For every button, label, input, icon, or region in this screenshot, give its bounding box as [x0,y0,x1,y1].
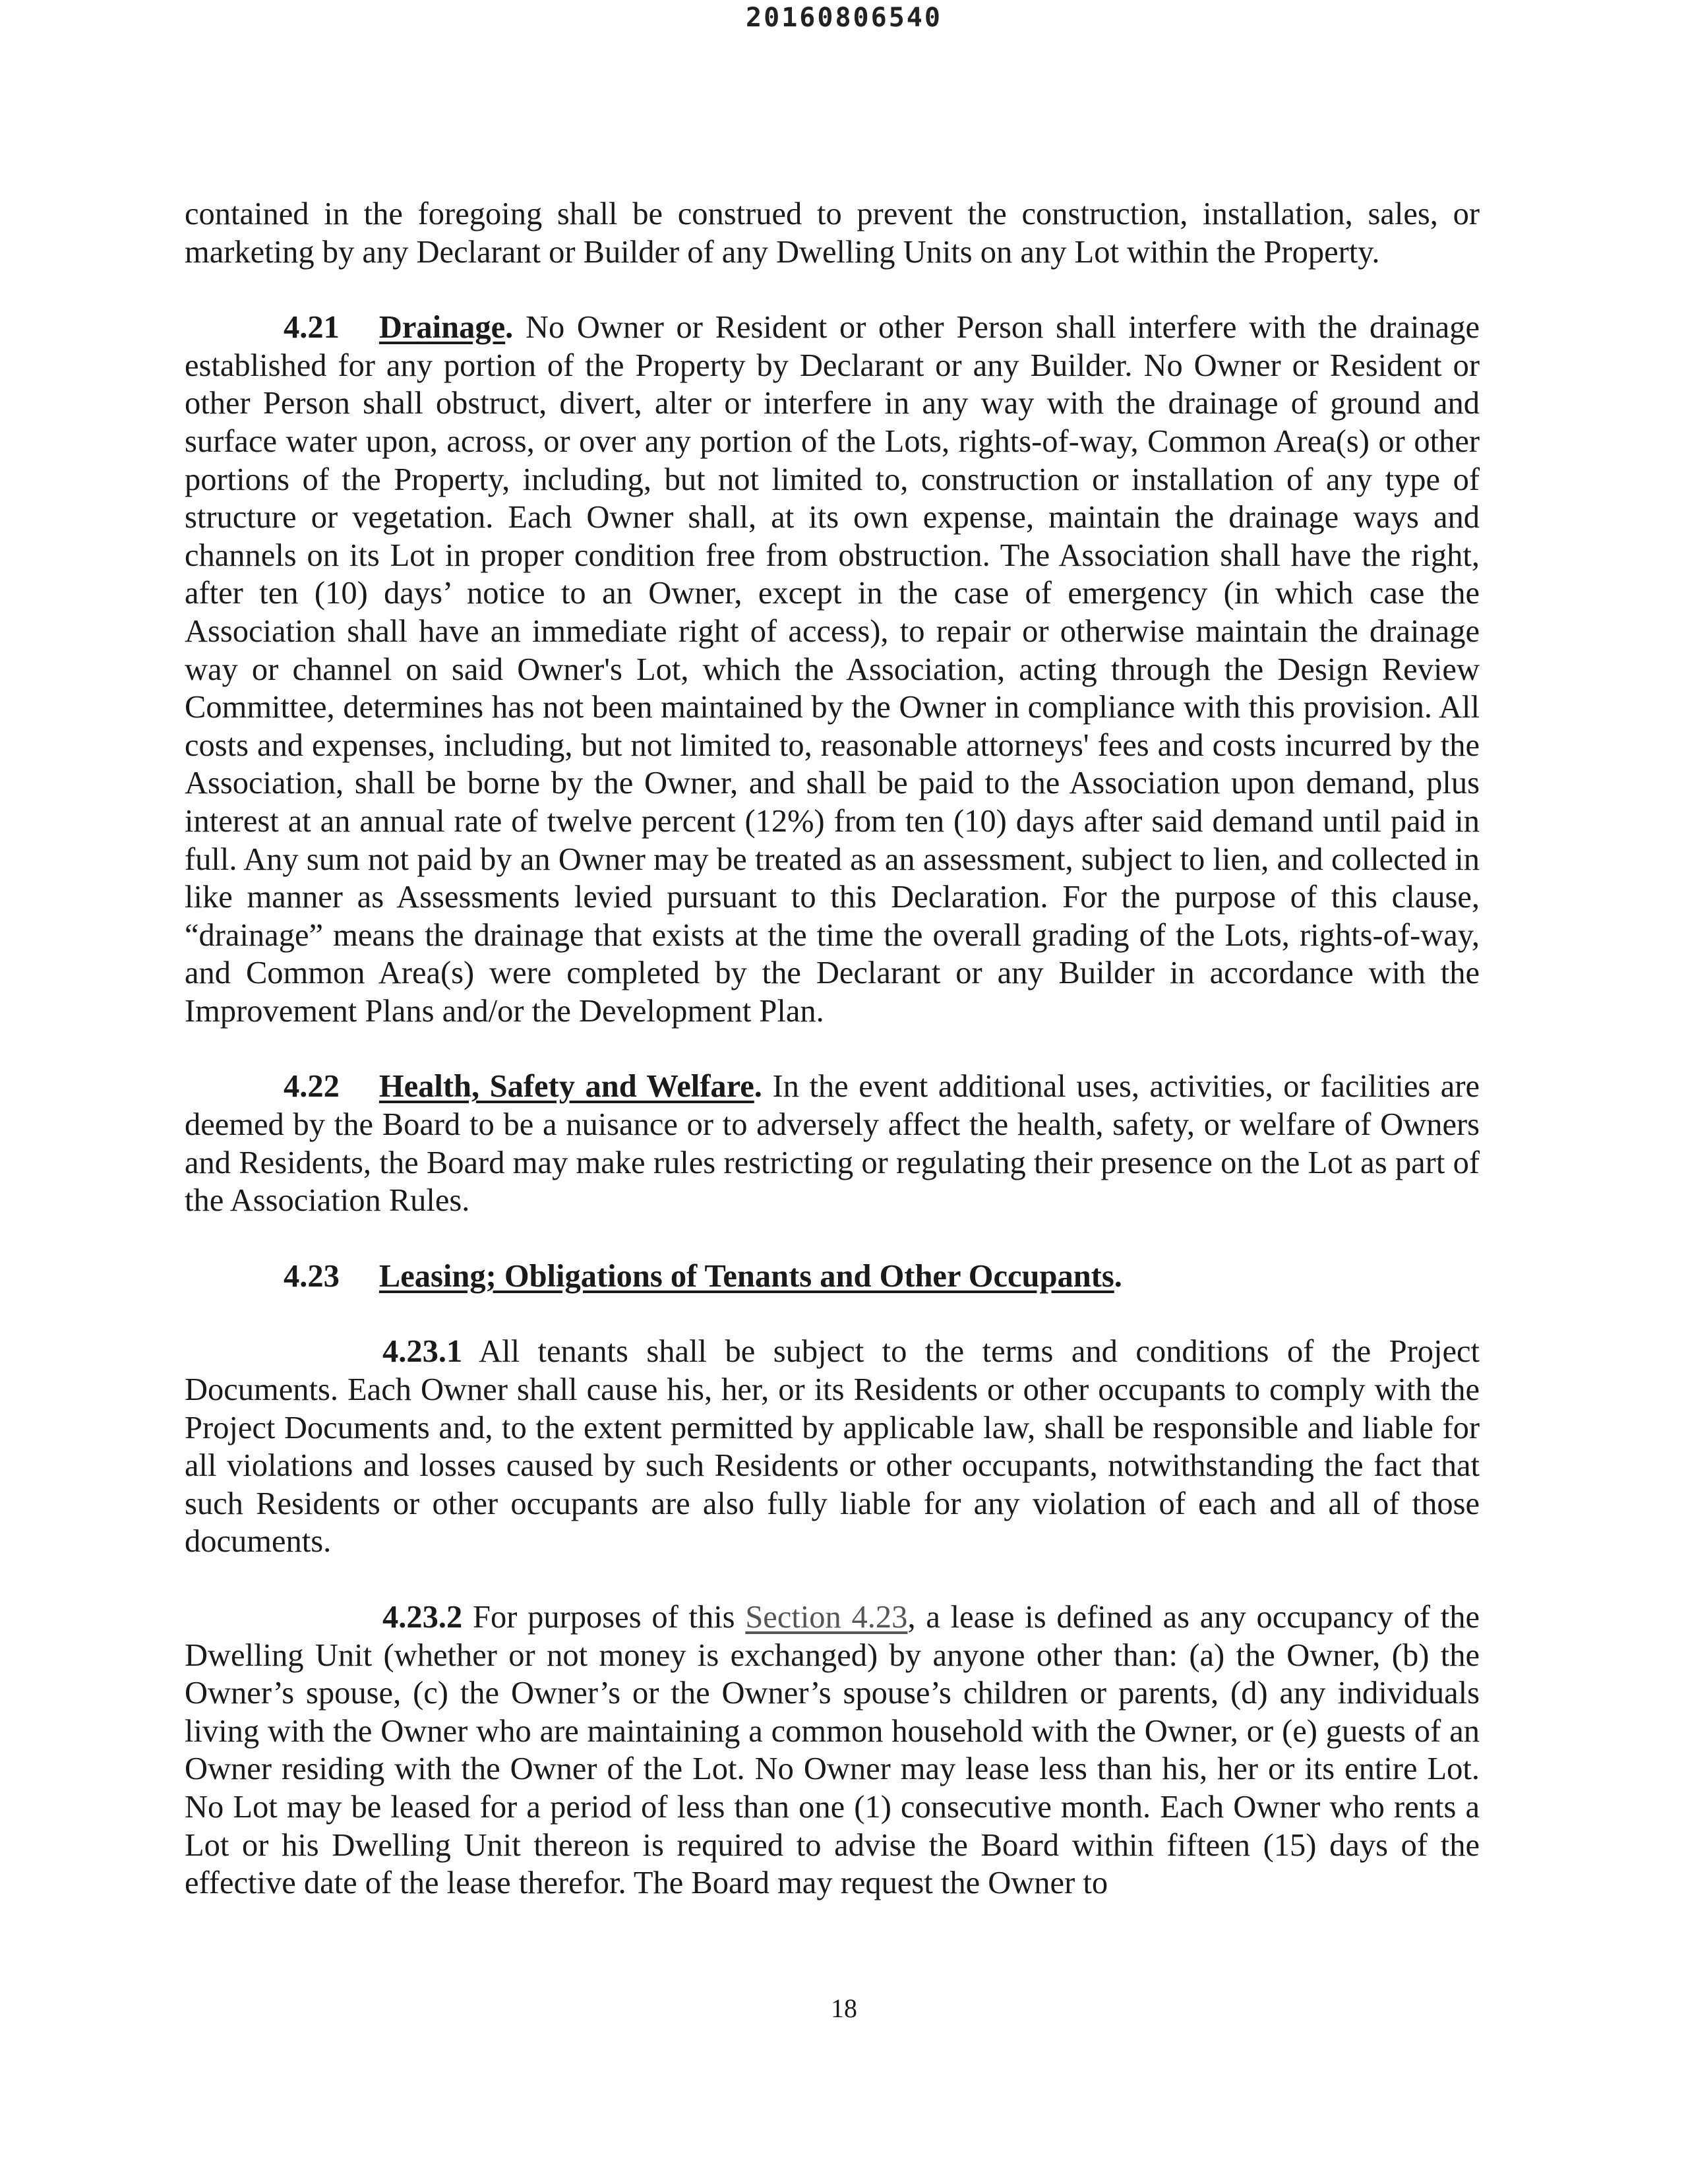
section-4-23-2-number: 4.23.2 [382,1600,463,1635]
section-4-22-heading-period: . [754,1069,762,1105]
section-4-23-heading: Leasing; Obligations of Tenants and Other Occupants [378,1258,1114,1294]
continuation-paragraph: contained in the foregoing shall be construed to prevent the construction, installation, sales, or marketing by any Declarant or Builder of any Dwelling Units on any Lot within the Property. [185,197,1480,270]
section-4-23-1-body: All tenants shall be subject to the terms and conditions of the Project Documents. Each Owner shall cause his, her, or its Residents or other occupants to comply with the Project Documents and, to the extent permitted by applicable law, shall be responsible and liable for all violations and losses caused by such Residents or other occupants, notwithstanding the fact that such Residents or other occupants are also fully liable for any violation of each and all of those documents. [185,1334,1480,1560]
section-4-22-heading: Health, Safety and Welfare [378,1069,754,1105]
section-4-23-2-body-after: , a lease is defined as any occupancy of the Dwelling Unit (whether or not money is exchanged) by anyone other than: (a) the Owner, (b) the Owner’s spouse, (c) the Owner’s or the Owner’s spouse’s children or parents, (d) any individuals living with the Owner who are maintaining a common household with the Owner, or (e) guests of an Owner residing with the Owner of the Lot. No Owner may lease less than his, her or its entire Lot. No Lot may be leased for a period of less than one (1) consecutive month. Each Owner who rents a Lot or his Dwelling Unit thereon is required to advise the Board within fifteen (15) days of the effective date of the lease therefor. The Board may request the Owner to [185,1600,1480,1901]
section-4-23-2-body-before: For purposes of this [473,1600,735,1635]
section-4-23-1-paragraph [185,1333,1480,1561]
section-4-22-paragraph [185,1068,1480,1219]
section-4-23-heading-period: . [1114,1258,1122,1294]
section-4-21-paragraph [185,309,1480,1030]
section-4-23-1-number: 4.23.1 [382,1334,463,1370]
section-4-21-heading: Drainage [378,310,506,346]
section-4-23-cross-reference-link[interactable]: Section 4.23 [745,1600,908,1635]
section-4-21-body: No Owner or Resident or other Person shall interfere with the drainage established for any portion of the Property by Declarant or any Builder. No Owner or Resident or other Person shall obstruct, divert, alter or interfere in any way with the drainage of ground and surface water upon, across, or over any portion of the Lots, rights-of-way, Common Area(s) or other portions of the Property, including, but not limited to, construction or installation of any type of structure or vegetation. Each Owner shall, at its own expense, maintain the drainage ways and channels on its Lot in proper condition free from obstruction. The Association shall have the right, after ten (10) days’ notice to an Owner, except in the case of emergency (in which case the Association shall have an immediate right of access), to repair or otherwise maintain the drainage way or channel on said Owner's Lot, which the Association, acting through the Design Review Committee, determines has not been maintained by the Owner in compliance with this provision. All costs and expenses, including, but not limited to, reasonable attorneys' fees and costs incurred by the Association, shall be borne by the Owner, and shall be paid to the Association upon demand, plus interest at an annual rate of twelve percent (12%) from ten (10) days after said demand until paid in full. Any sum not paid by an Owner may be treated as an assessment, subject to lien, and collected in like manner as Assessments levied pursuant to this Declaration. For the purpose of this clause, “drainage” means the drainage that exists at the time the overall grading of the Lots, rights-of-way, and Common Area(s) were completed by the Declarant or any Builder in accordance with the Improvement Plans and/or the Development Plan. [185,310,1480,1029]
document-page-body [185,195,1480,1902]
document-number: 20160806540 [746,3,942,33]
section-4-21-number: 4.21 [284,310,340,346]
page-number: 18 [831,1993,857,2023]
section-4-21-heading-period: . [505,310,514,346]
section-4-22-body: In the event additional uses, activities, or facilities are deemed by the Board to be a nuisance or to adversely affect the health, safety, or welfare of Owners and Residents, the Board may make rules restricting or regulating their presence on the Lot as part of the Association Rules. [185,1069,1480,1219]
section-4-23-number: 4.23 [284,1258,340,1294]
section-4-23-2-paragraph [185,1598,1480,1902]
section-4-22-number: 4.22 [284,1069,340,1105]
section-4-23-heading-line [185,1258,1480,1296]
